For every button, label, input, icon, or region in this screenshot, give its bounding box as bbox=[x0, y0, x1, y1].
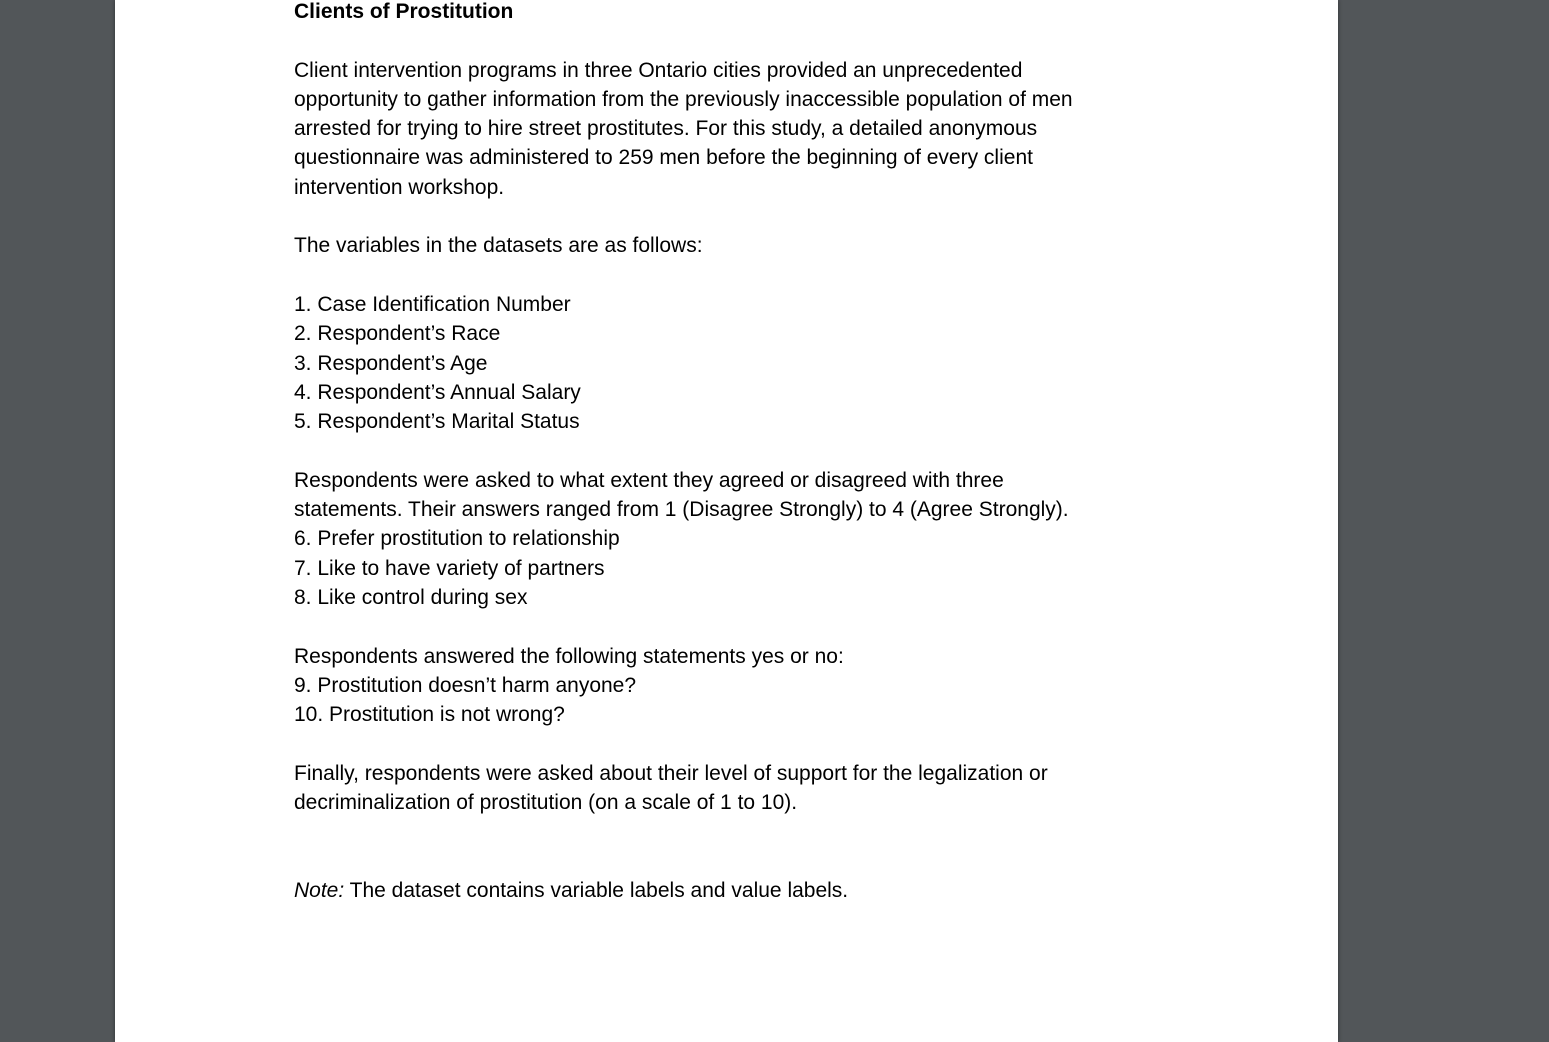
list-item: 2. Respondent’s Race bbox=[294, 322, 501, 346]
text-line: Respondents were asked to what extent they agreed or disagreed with three bbox=[294, 468, 1004, 492]
yesno-list bbox=[294, 671, 1164, 730]
list-item: 6. Prefer prostitution to relationship bbox=[294, 527, 620, 551]
document-title: Clients of Prostitution bbox=[294, 0, 514, 23]
list-item: 4. Respondent’s Annual Salary bbox=[294, 380, 581, 404]
list-item: 8. Like control during sex bbox=[294, 585, 528, 609]
text-line: intervention workshop. bbox=[294, 175, 505, 199]
variables-heading: The variables in the datasets are as follows: bbox=[294, 234, 703, 258]
list-item: 9. Prostitution doesn’t harm anyone? bbox=[294, 673, 637, 697]
page-content bbox=[294, 0, 1164, 905]
text-line: opportunity to gather information from the previously inaccessible population of men bbox=[294, 87, 1073, 111]
intro-paragraph bbox=[294, 56, 1164, 202]
text-line: Finally, respondents were asked about their level of support for the legalization or bbox=[294, 761, 1048, 785]
variables-list bbox=[294, 290, 1164, 436]
agreement-paragraph bbox=[294, 466, 1164, 525]
final-paragraph bbox=[294, 759, 1164, 818]
agreement-list bbox=[294, 524, 1164, 612]
list-item: 1. Case Identification Number bbox=[294, 292, 571, 316]
yesno-heading: Respondents answered the following statements yes or no: bbox=[294, 644, 844, 668]
note-text: The dataset contains variable labels and value labels. bbox=[344, 878, 849, 902]
list-item: 7. Like to have variety of partners bbox=[294, 556, 605, 580]
text-line: decriminalization of prostitution (on a scale of 1 to 10). bbox=[294, 791, 798, 815]
document-page bbox=[115, 0, 1338, 1042]
text-line: questionnaire was administered to 259 men before the beginning of every client bbox=[294, 146, 1033, 170]
list-item: 3. Respondent’s Age bbox=[294, 351, 488, 375]
text-line: arrested for trying to hire street prostitutes. For this study, a detailed anonymous bbox=[294, 117, 1038, 141]
text-line: statements. Their answers ranged from 1 (Disagree Strongly) to 4 (Agree Strongly). bbox=[294, 498, 1069, 522]
note bbox=[294, 876, 1164, 905]
list-item: 5. Respondent’s Marital Status bbox=[294, 410, 580, 434]
note-label: Note: bbox=[294, 878, 345, 902]
text-line: Client intervention programs in three Ontario cities provided an unprecedented bbox=[294, 58, 1023, 82]
list-item: 10. Prostitution is not wrong? bbox=[294, 703, 565, 727]
